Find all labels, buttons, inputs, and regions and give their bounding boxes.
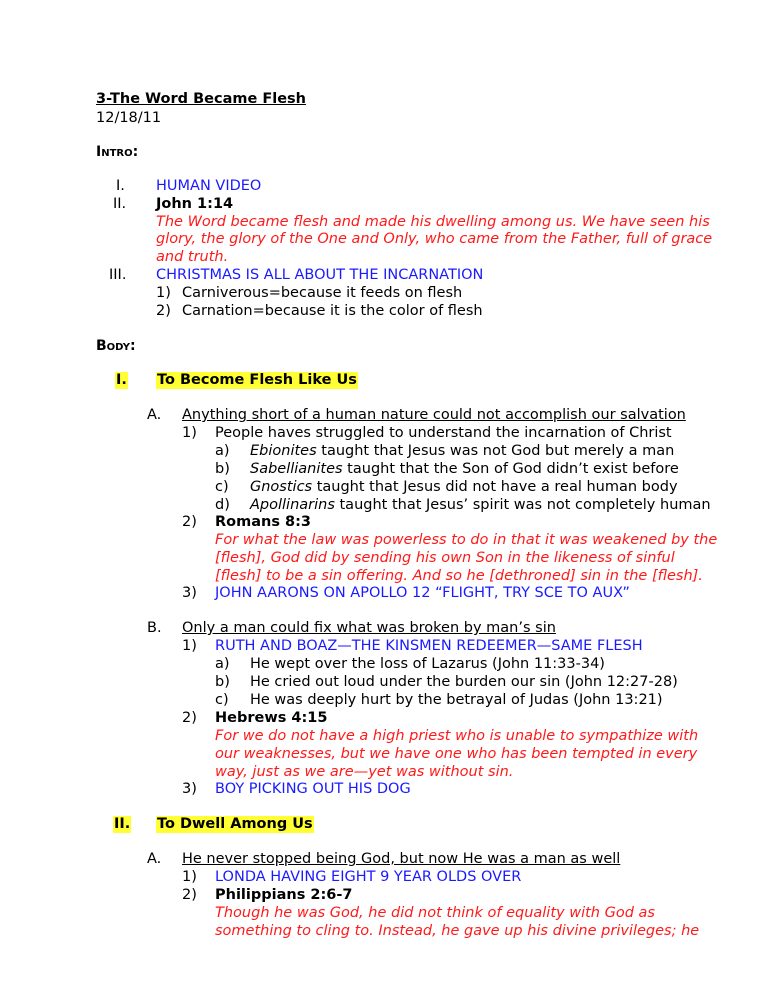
term: Sabellianites — [250, 461, 343, 477]
list-letter: a) — [215, 656, 230, 672]
list-letter: a) — [215, 443, 230, 459]
scripture-quote-line: [flesh], God did by sending his own Son in the likeness of sinful — [215, 550, 675, 566]
illustration-note: JOHN AARONS ON APOLLO 12 “FLIGHT, TRY SCE TO AUX” — [215, 585, 630, 601]
list-number: 2) — [182, 887, 197, 903]
term-description: taught that the Son of God didn’t exist before — [342, 461, 679, 477]
list-number: 2) — [156, 303, 171, 319]
illustration-note: LONDA HAVING EIGHT 9 YEAR OLDS OVER — [215, 869, 522, 885]
intro-item-1: HUMAN VIDEO — [156, 178, 262, 194]
section-number: I. — [116, 372, 127, 388]
intro-label: Intro: — [96, 144, 139, 160]
list-number: 1) — [182, 869, 197, 885]
list-item: He wept over the loss of Lazarus (John 11:33-34) — [250, 656, 605, 672]
scripture-reference: Romans 8:3 — [215, 514, 311, 530]
term: Ebionites — [250, 443, 317, 459]
list-letter: d) — [215, 497, 230, 513]
scripture-quote-line: Though he was God, he did not think of equality with God as — [215, 905, 655, 921]
list-item — [250, 443, 674, 460]
term-description: taught that Jesus’ spirit was not completely human — [334, 497, 711, 513]
scripture-reference: Hebrews 4:15 — [215, 710, 328, 726]
list-number: 3) — [182, 585, 197, 601]
term: Apollinarins — [250, 497, 335, 513]
scripture-quote-line: [flesh] to be a sin offering. And so he [dethroned] sin in the [flesh]. — [215, 568, 703, 584]
scripture-reference: John 1:14 — [156, 196, 234, 212]
section-heading: To Dwell Among Us — [157, 816, 313, 832]
section-number: II. — [114, 816, 131, 832]
sermon-date: 12/18/11 — [96, 110, 162, 126]
list-item: He was deeply hurt by the betrayal of Judas (John 13:21) — [250, 692, 663, 708]
list-item: He cried out loud under the burden our sin (John 12:27-28) — [250, 674, 678, 690]
list-number: 3) — [182, 781, 197, 797]
list-item — [250, 497, 711, 514]
scripture-quote-line: glory, the glory of the One and Only, who came from the Father, full of grace — [156, 231, 713, 247]
illustration-note: BOY PICKING OUT HIS DOG — [215, 781, 411, 797]
scripture-quote-line: The Word became flesh and made his dwelling among us. We have seen his — [156, 214, 710, 230]
list-letter: b) — [215, 461, 230, 477]
point-letter: A. — [147, 851, 162, 867]
list-number: 2) — [182, 514, 197, 530]
point-heading: Anything short of a human nature could not accomplish our salvation — [182, 407, 686, 423]
intro-num-3: III. — [109, 267, 127, 283]
list-item — [250, 461, 679, 478]
list-item: Carniverous=because it feeds on flesh — [182, 285, 463, 301]
scripture-quote-line: For what the law was powerless to do in that it was weakened by the — [215, 532, 718, 548]
point-letter: B. — [147, 620, 162, 636]
list-letter: b) — [215, 674, 230, 690]
intro-item-3: CHRISTMAS IS ALL ABOUT THE INCARNATION — [156, 267, 484, 283]
term-description: taught that Jesus was not God but merely a man — [316, 443, 675, 459]
section-heading: To Become Flesh Like Us — [157, 372, 357, 388]
list-number: 1) — [156, 285, 171, 301]
scripture-reference: Philippians 2:6-7 — [215, 887, 353, 903]
list-item — [250, 479, 678, 496]
term: Gnostics — [250, 479, 313, 495]
sermon-title: 3-The Word Became Flesh — [96, 91, 307, 107]
point-letter: A. — [147, 407, 162, 423]
scripture-quote-line: For we do not have a high priest who is unable to sympathize with — [215, 728, 699, 744]
list-item: Carnation=because it is the color of flesh — [182, 303, 483, 319]
list-number: 1) — [182, 638, 197, 654]
scripture-quote-line: something to cling to. Instead, he gave up his divine privileges; he — [215, 923, 700, 939]
point-heading: He never stopped being God, but now He was a man as well — [182, 851, 621, 867]
body-label: Body: — [96, 338, 136, 354]
list-letter: c) — [215, 692, 229, 708]
list-number: 2) — [182, 710, 197, 726]
point-heading: Only a man could fix what was broken by man’s sin — [182, 620, 556, 636]
intro-num-1: I. — [116, 178, 125, 194]
list-letter: c) — [215, 479, 229, 495]
illustration-note: RUTH AND BOAZ—THE KINSMEN REDEEMER—SAME FLESH — [215, 638, 643, 654]
list-item: People haves struggled to understand the incarnation of Christ — [215, 425, 672, 441]
scripture-quote-line: our weaknesses, but we have one who has been tempted in every — [215, 746, 698, 762]
list-number: 1) — [182, 425, 197, 441]
scripture-quote-line: way, just as we are—yet was without sin. — [215, 764, 514, 780]
term-description: taught that Jesus did not have a real human body — [312, 479, 678, 495]
scripture-quote-line: and truth. — [156, 249, 229, 265]
intro-num-2: II. — [113, 196, 127, 212]
